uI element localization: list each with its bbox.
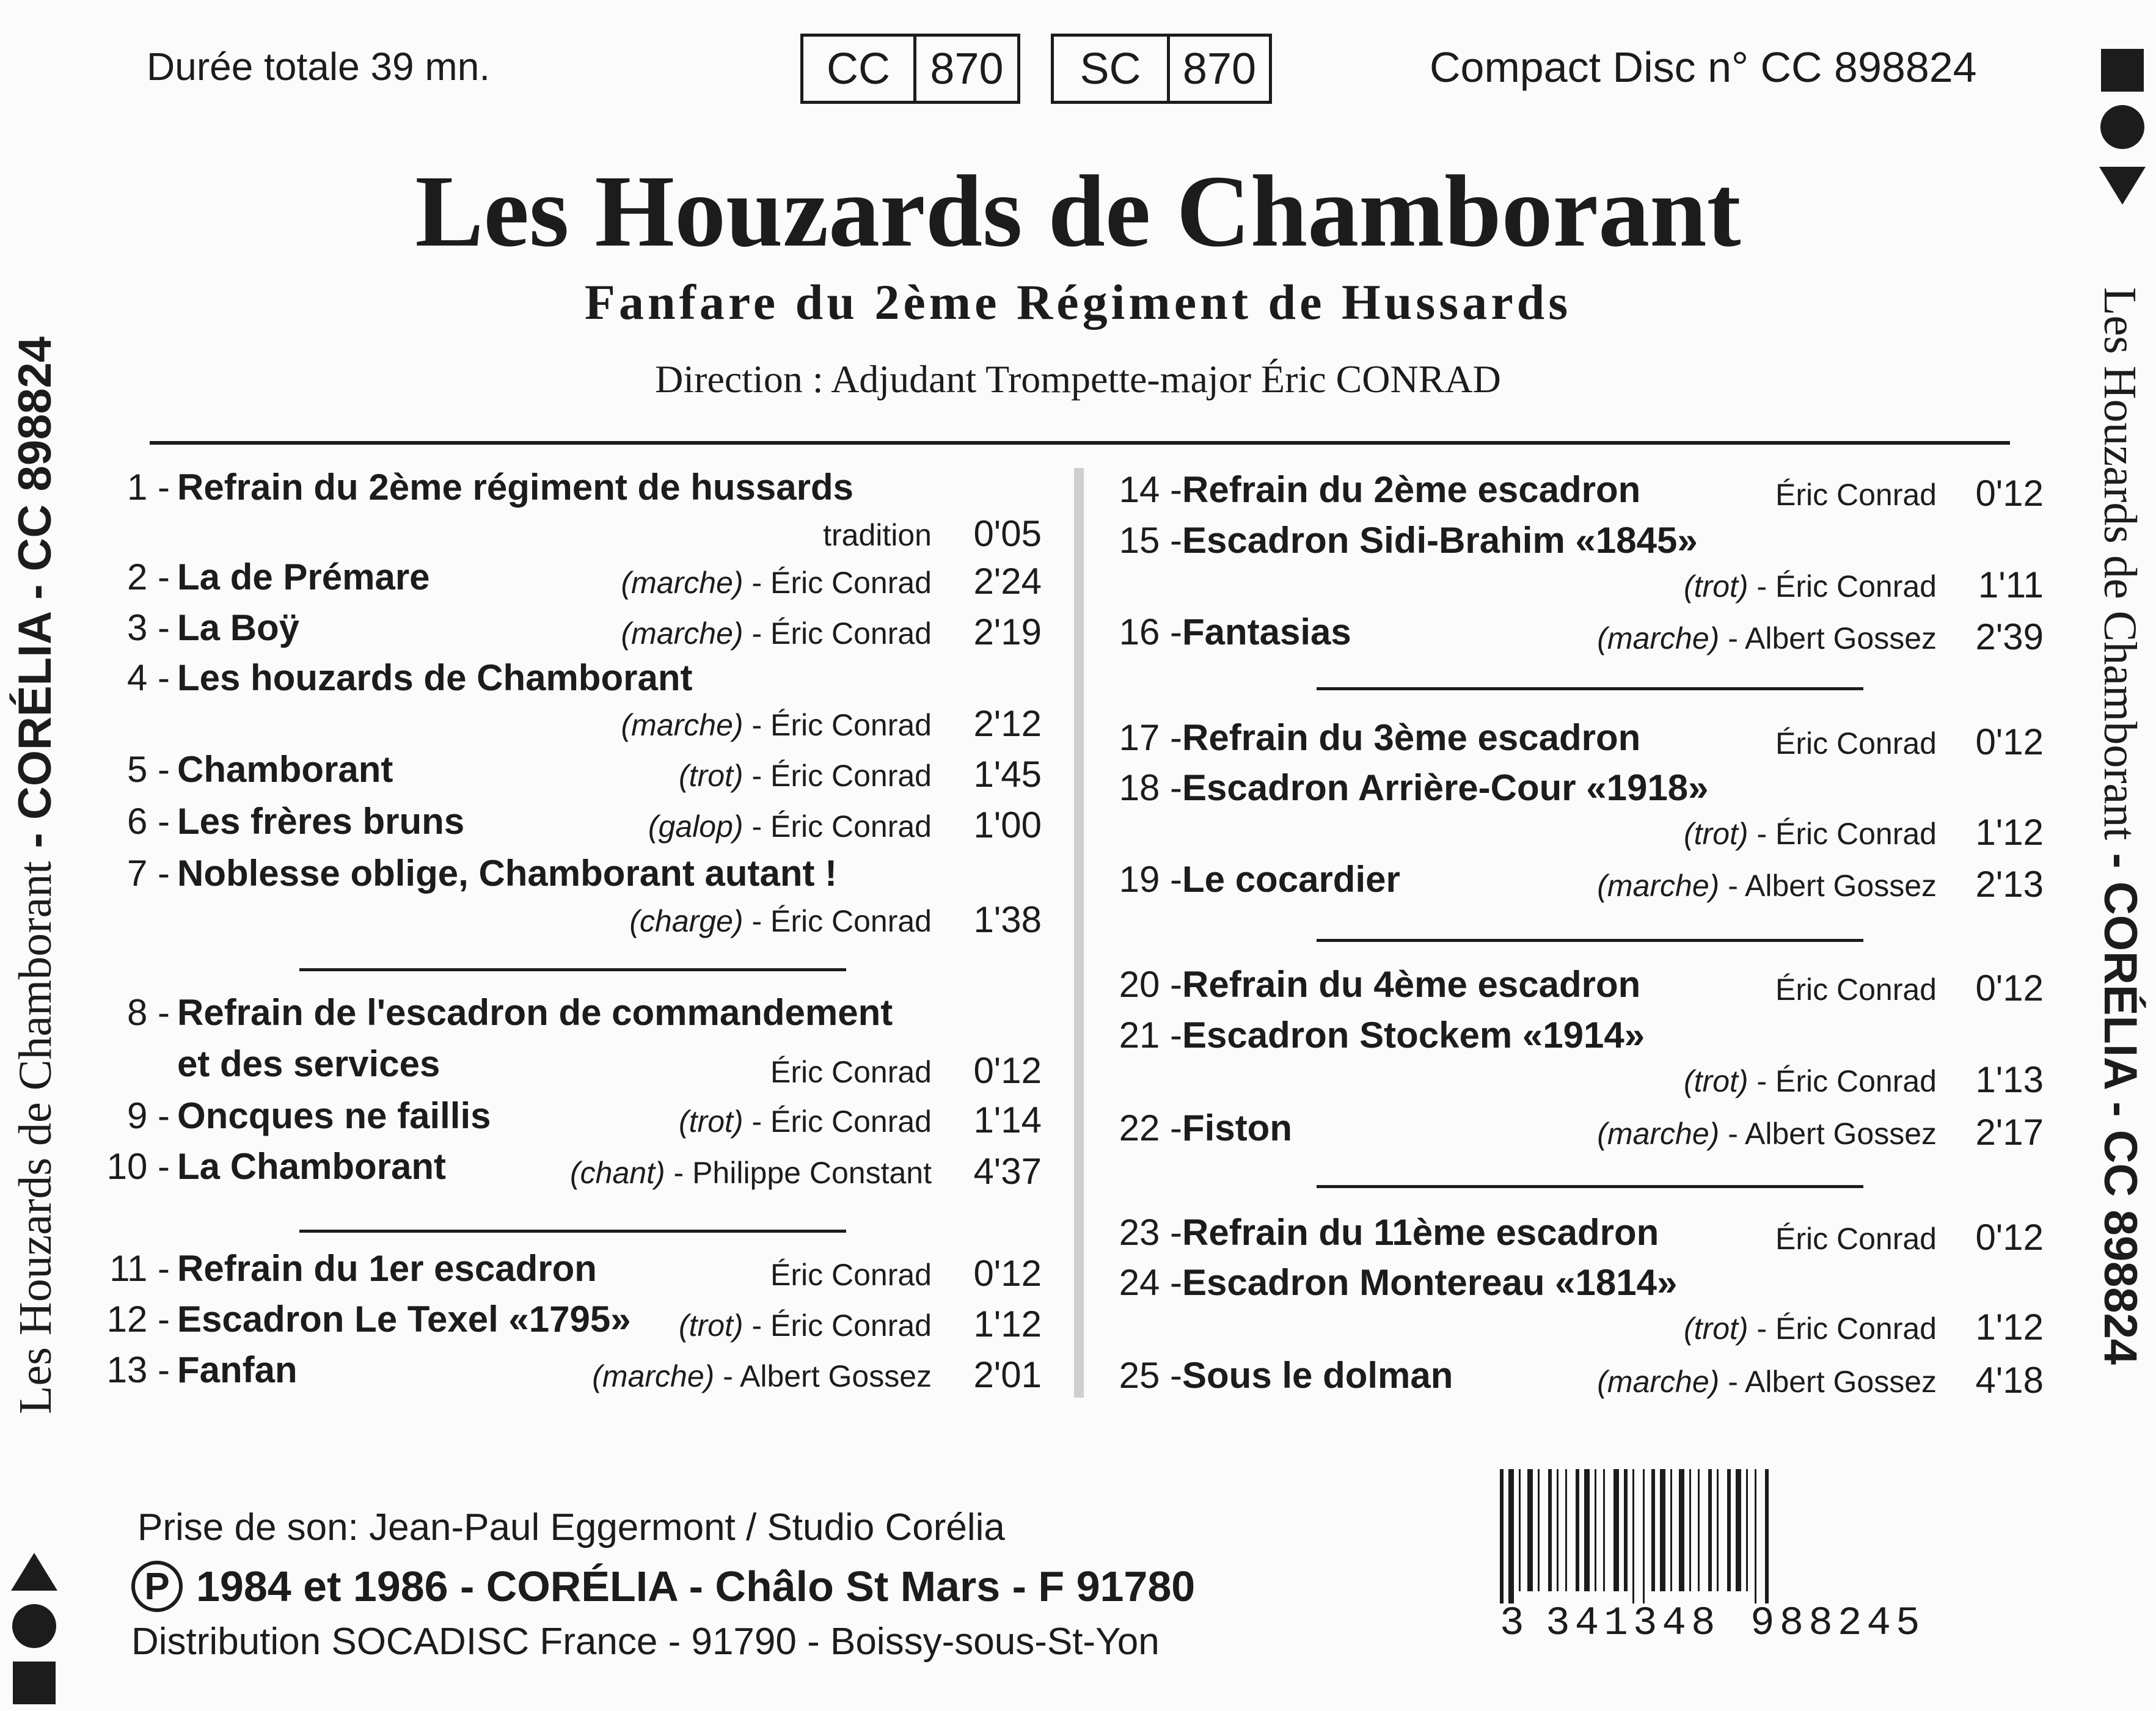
track-composer: (chant) - Philippe Constant: [570, 1156, 932, 1190]
track-title: Refrain du 2ème régiment de hussards: [177, 467, 854, 508]
track-title-continued: et des services: [177, 1043, 440, 1084]
track-composer: (trot) - Éric Conrad: [679, 1104, 932, 1139]
total-duration: Durée totale 39 mn.: [147, 45, 491, 89]
track-number: 13 -: [106, 1349, 170, 1390]
circle-logo-icon: [2100, 105, 2144, 149]
track-composer: (marche) - Albert Gossez: [1597, 869, 1937, 903]
track-style: (trot): [1684, 1312, 1749, 1346]
track-duration: 4'18: [1975, 1360, 2044, 1401]
distribution-credit: Distribution SOCADISC France - 91790 - Boissy-sous-St-Yon: [131, 1621, 1160, 1663]
track-style: (marche): [621, 616, 744, 651]
barcode-bar: [1576, 1469, 1579, 1591]
barcode-bar: [1565, 1469, 1567, 1591]
track-composer-name: Albert Gossez: [1744, 1365, 1937, 1399]
track-composer-name: Éric Conrad: [1775, 1222, 1937, 1256]
right-spine-label: CORÉLIA - CC 898824: [2094, 881, 2146, 1365]
track-composer: [525, 1260, 932, 1290]
track-number: 17 -: [1119, 717, 1182, 758]
code-box-cc-number: 870: [913, 37, 1017, 101]
track-style: (marche): [1597, 1365, 1720, 1399]
track-number: 2 -: [126, 556, 170, 597]
left-spine-text: Les Houzards de Chamborant - CORÉLIA - CC 898824: [9, 336, 61, 1414]
barcode-bar: [1527, 1469, 1533, 1591]
track-composer-name: Éric Conrad: [770, 809, 932, 844]
track-composer: (marche) - Albert Gossez: [1597, 1365, 1937, 1399]
section-divider: [1317, 1185, 1863, 1188]
track-number: 1 -: [126, 467, 170, 508]
track-number: 22 -: [1119, 1107, 1182, 1148]
triangle-logo-icon: [2099, 167, 2146, 205]
barcode-bar: [1643, 1469, 1645, 1603]
track-duration: 0'12: [1975, 721, 2044, 762]
track-title: La de Prémare: [177, 556, 430, 597]
track-composer-name: Éric Conrad: [770, 1104, 932, 1139]
track-title: Refrain du 3ème escadron: [1182, 717, 1641, 758]
track-composer-name: Éric Conrad: [1775, 817, 1937, 851]
track-number: 7 -: [126, 853, 170, 894]
phonogram-icon: P: [131, 1561, 183, 1612]
track-number: 9 -: [126, 1095, 170, 1136]
barcode-bar: [1755, 1469, 1756, 1603]
left-spine-label: CORÉLIA - CC 898824: [9, 336, 61, 820]
track-title: La Chamborant: [177, 1146, 447, 1187]
track-duration: 0'12: [1975, 473, 2044, 514]
barcode-bar: [1584, 1469, 1590, 1591]
track-title: Refrain du 4ème escadron: [1182, 964, 1641, 1005]
barcode: [1500, 1469, 1989, 1646]
track-title: Fiston: [1182, 1107, 1292, 1148]
track-style: (trot): [679, 759, 744, 793]
track-composer-name: Albert Gossez: [1744, 621, 1937, 655]
track-composer-name: Philippe Constant: [692, 1156, 932, 1190]
track-composer: (trot) - Éric Conrad: [679, 1308, 932, 1343]
track-number: 6 -: [126, 801, 170, 842]
track-composer: (marche) - Éric Conrad: [621, 616, 932, 651]
track-composer: (marche) - Albert Gossez: [1597, 621, 1937, 655]
track-title: Sous le dolman: [1182, 1355, 1453, 1396]
track-title: Escadron Arrière-Cour «1918»: [1182, 767, 1709, 808]
track-composer-name: Albert Gossez: [1744, 869, 1937, 903]
barcode-bar: [1508, 1469, 1514, 1603]
track-title: Refrain du 11ème escadron: [1182, 1212, 1659, 1253]
barcode-bar: [1765, 1469, 1769, 1603]
track-composer-name: Éric Conrad: [1775, 726, 1937, 761]
left-spine: [6, 238, 73, 1704]
track-duration: 1'45: [973, 754, 1042, 795]
track-number: 8 -: [126, 992, 170, 1033]
track-composer-name: Éric Conrad: [770, 616, 932, 651]
column-divider: [1074, 468, 1084, 1398]
track-title: Le cocardier: [1182, 859, 1400, 900]
barcode-bar: [1746, 1469, 1748, 1591]
track-number: 19 -: [1119, 859, 1182, 900]
barcode-bar: [1538, 1469, 1540, 1591]
track-title: Refrain de l'escadron de commandement: [177, 992, 893, 1033]
barcode-bars: [1500, 1469, 1989, 1603]
track-style: (trot): [1684, 817, 1749, 851]
track-number: 16 -: [1119, 611, 1182, 652]
section-divider: [299, 968, 846, 971]
track-composer: (trot) - Éric Conrad: [1684, 817, 1937, 851]
track-duration: 1'12: [1975, 812, 2044, 853]
barcode-bar: [1670, 1469, 1672, 1591]
track-duration: 2'39: [1975, 616, 2044, 657]
disc-number: Compact Disc n° CC 898824: [1430, 43, 1977, 91]
track-title: Les frères bruns: [177, 801, 465, 842]
track-number: 12 -: [106, 1299, 170, 1340]
track-duration: 1'14: [973, 1100, 1042, 1140]
square-logo-icon: [2101, 49, 2144, 92]
track-composer-name: Éric Conrad: [770, 1308, 932, 1343]
track-title: Refrain du 1er escadron: [177, 1248, 597, 1289]
track-title: Chamborant: [177, 749, 393, 790]
track-style: (chant): [570, 1156, 665, 1190]
track-duration: 2'17: [1975, 1112, 2044, 1153]
square-logo-icon: [13, 1662, 56, 1704]
track-style: (trot): [1684, 569, 1749, 604]
track-style: (marche): [1597, 621, 1720, 655]
triangle-logo-icon: [11, 1553, 57, 1591]
track-duration: 2'24: [973, 561, 1042, 602]
barcode-bar: [1717, 1469, 1719, 1591]
track-number: 20 -: [1119, 964, 1182, 1005]
barcode-bar: [1603, 1469, 1605, 1591]
track-duration: 1'11: [1978, 564, 2044, 605]
section-divider: [1317, 687, 1863, 690]
track-title: Escadron Montereau «1814»: [1182, 1262, 1678, 1303]
barcode-digits-right: 988245: [1750, 1600, 1925, 1646]
right-spine: [2083, 49, 2151, 1637]
track-duration: 4'37: [973, 1151, 1042, 1192]
track-duration: 1'13: [1975, 1059, 2044, 1100]
code-box-sc-number: 870: [1167, 37, 1269, 101]
track-composer: (marche) - Albert Gossez: [1597, 1117, 1937, 1151]
album-subtitle: Fanfare du 2ème Régiment de Hussards: [584, 274, 1572, 330]
track-title: Noblesse oblige, Chamborant autant !: [177, 853, 838, 894]
track-duration: 1'00: [973, 804, 1042, 845]
barcode-bar: [1548, 1469, 1552, 1591]
track-title: Oncques ne faillis: [177, 1095, 491, 1136]
track-composer: [525, 520, 932, 550]
track-style: (trot): [1684, 1064, 1749, 1098]
right-spine-text: Les Houzards de Chamborant - CORÉLIA - CC 898824: [2094, 287, 2146, 1365]
track-style: (trot): [679, 1104, 744, 1139]
track-composer-name: Éric Conrad: [1775, 1064, 1937, 1098]
left-spine-logo: [11, 1553, 57, 1704]
barcode-digits-left: 341348: [1546, 1600, 1720, 1646]
track-composer-name: Éric Conrad: [770, 904, 932, 938]
track-composer: (galop) - Éric Conrad: [648, 809, 932, 844]
track-style: (trot): [679, 1308, 744, 1343]
track-title: Fantasias: [1182, 611, 1351, 652]
track-title: Escadron Stockem «1914»: [1182, 1015, 1645, 1056]
track-duration: 2'13: [1975, 864, 2044, 905]
track-composer-name: Éric Conrad: [1775, 478, 1937, 512]
track-title: La Boÿ: [177, 607, 300, 648]
track-composer: (marche) - Éric Conrad: [621, 708, 932, 742]
track-duration: 1'12: [1975, 1307, 2044, 1348]
track-composer-name: tradition: [823, 518, 932, 552]
barcode-bar: [1727, 1469, 1731, 1591]
track-duration: 1'12: [973, 1304, 1042, 1344]
track-composer: (charge) - Éric Conrad: [629, 904, 932, 938]
track-number: 5 -: [126, 749, 170, 790]
track-number: 18 -: [1119, 767, 1182, 808]
barcode-bar: [1624, 1469, 1628, 1591]
conductor-credit: Direction : Adjudant Trompette-major Éric CONRAD: [655, 357, 1501, 401]
track-composer: (trot) - Éric Conrad: [1684, 1064, 1937, 1098]
track-composer-name: Éric Conrad: [1775, 1312, 1937, 1346]
barcode-bar: [1613, 1469, 1619, 1591]
album-title: Les Houzards de Chamborant: [415, 155, 1741, 268]
barcode-bar: [1660, 1469, 1665, 1591]
track-duration: 0'05: [973, 513, 1042, 554]
track-number: 23 -: [1119, 1212, 1182, 1253]
barcode-bar: [1708, 1469, 1712, 1591]
copyright-line: [131, 1561, 1195, 1612]
track-composer: [1527, 480, 1937, 510]
track-style: (marche): [1597, 1117, 1720, 1151]
code-box-cc-label: CC: [827, 44, 890, 93]
track-title: Les houzards de Chamborant: [177, 657, 693, 698]
track-composer-name: Éric Conrad: [770, 1055, 932, 1089]
track-composer-name: Éric Conrad: [770, 759, 932, 793]
barcode-bar: [1679, 1469, 1684, 1591]
track-duration: 0'12: [973, 1253, 1042, 1294]
code-box-sc-label: SC: [1080, 44, 1141, 93]
track-number: 21 -: [1119, 1015, 1182, 1056]
track-title: Fanfan: [177, 1349, 298, 1390]
track-composer-name: Albert Gossez: [739, 1359, 932, 1393]
barcode-bar: [1595, 1469, 1596, 1591]
right-spine-title: Les Houzards de Chamborant: [2094, 287, 2146, 841]
track-duration: 1'38: [973, 899, 1042, 940]
recording-credit: Prise de son: Jean-Paul Eggermont / Studio Corélia: [137, 1506, 1005, 1549]
code-box-cc: [800, 34, 1020, 104]
track-style: (marche): [621, 708, 744, 742]
track-title: Refrain du 2ème escadron: [1182, 469, 1641, 510]
track-style: (charge): [629, 904, 744, 938]
track-composer: (trot) - Éric Conrad: [1684, 1312, 1937, 1346]
track-number: 25 -: [1119, 1355, 1182, 1396]
track-style: (marche): [592, 1359, 715, 1393]
track-number: 24 -: [1119, 1262, 1182, 1303]
track-composer-name: Albert Gossez: [1744, 1117, 1937, 1151]
track-duration: 0'12: [1975, 968, 2044, 1009]
barcode-bar: [1689, 1469, 1691, 1591]
barcode-bar: [1736, 1469, 1741, 1591]
track-composer: (marche) - Albert Gossez: [592, 1359, 932, 1393]
barcode-bar: [1500, 1469, 1504, 1603]
track-number: 10 -: [106, 1146, 170, 1187]
track-composer: (trot) - Éric Conrad: [1684, 569, 1937, 604]
circle-logo-icon: [12, 1604, 56, 1648]
barcode-bar: [1698, 1469, 1700, 1591]
header-divider: [150, 441, 2010, 445]
track-style: (galop): [648, 809, 744, 844]
barcode-digit-lead: 3: [1500, 1600, 1524, 1646]
track-composer: [525, 1057, 932, 1087]
track-duration: 2'12: [973, 703, 1042, 744]
track-number: 15 -: [1119, 520, 1182, 561]
track-number: 3 -: [126, 607, 170, 648]
track-duration: 0'12: [973, 1050, 1042, 1091]
track-composer: [1527, 974, 1937, 1005]
section-divider: [299, 1230, 846, 1233]
track-composer: (trot) - Éric Conrad: [679, 759, 932, 793]
track-number: 11 -: [109, 1248, 170, 1289]
code-box-sc: [1051, 34, 1272, 104]
track-composer-name: Éric Conrad: [770, 708, 932, 742]
track-composer-name: Éric Conrad: [770, 1258, 932, 1292]
barcode-bar: [1557, 1469, 1559, 1591]
track-composer: (marche) - Éric Conrad: [621, 566, 932, 600]
right-spine-logo: [2100, 49, 2144, 209]
section-divider: [1317, 939, 1863, 942]
track-duration: 0'12: [1975, 1217, 2044, 1258]
track-title: Escadron Le Texel «1795»: [177, 1299, 631, 1340]
track-composer: [1527, 1224, 1937, 1254]
track-number: 4 -: [126, 657, 170, 698]
barcode-bar: [1632, 1469, 1634, 1603]
track-duration: 2'01: [973, 1354, 1042, 1395]
track-style: (marche): [1597, 869, 1720, 903]
left-spine-title: Les Houzards de Chamborant: [10, 861, 61, 1414]
track-style: (marche): [621, 566, 744, 600]
track-composer: [1527, 728, 1937, 759]
track-number: 14 -: [1119, 469, 1182, 510]
track-title: Escadron Sidi-Brahim «1845»: [1182, 520, 1698, 561]
track-duration: 2'19: [973, 611, 1042, 652]
track-composer-name: Éric Conrad: [1775, 569, 1937, 604]
track-composer-name: Éric Conrad: [770, 566, 932, 600]
barcode-bar: [1651, 1469, 1655, 1591]
track-composer-name: Éric Conrad: [1775, 972, 1937, 1007]
barcode-bar: [1519, 1469, 1521, 1591]
copyright-text: 1984 et 1986 - CORÉLIA - Châlo St Mars - F 91780: [196, 1563, 1196, 1610]
